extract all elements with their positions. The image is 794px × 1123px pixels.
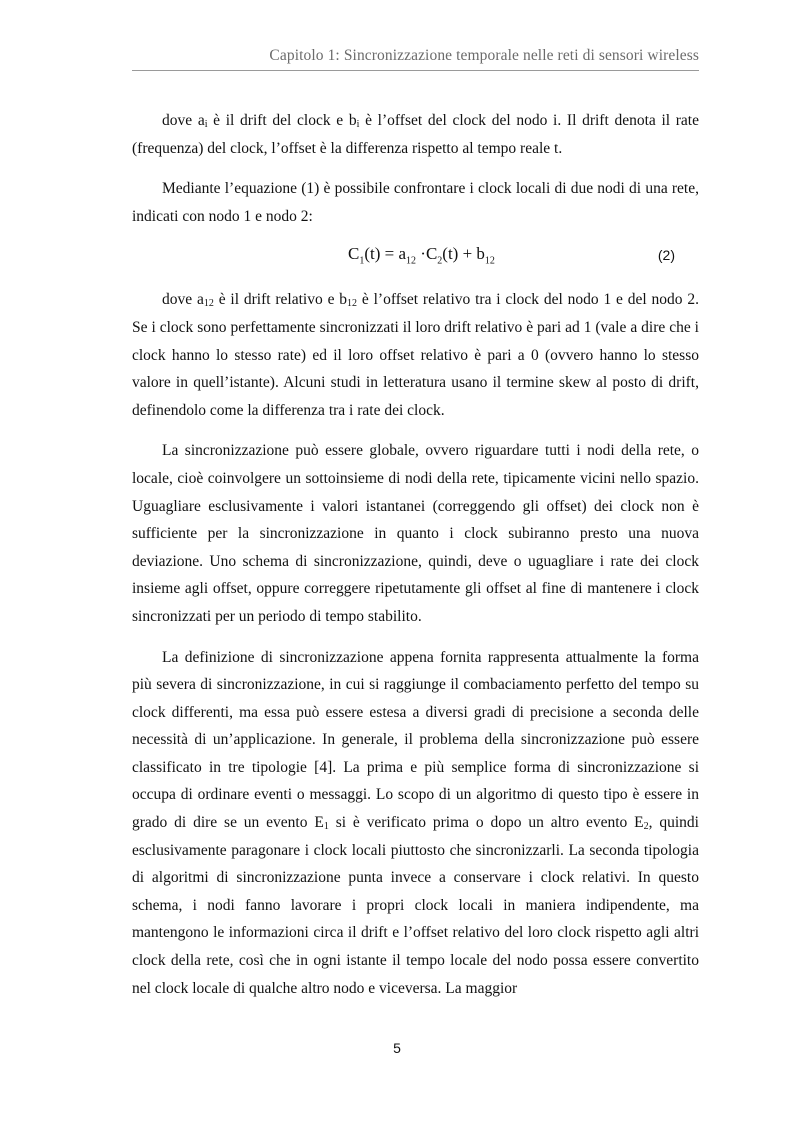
paragraph-drift-offset — [132, 107, 699, 162]
text-run: , quindi esclusivamente paragonare i clock locali piuttosto che sincronizzarli. La seconda tipologia di algoritmi di sincronizzazione punta invece a conservare i clock relativi. In questo schema, i nodi fanno lavorare i propri clock locali in maniera indipendente, ma mantengono le informazioni circa il drift e l’offset relativo del loro clock rispetto agli altri clock della rete, così che in ogni istante il tempo locale del nodo possa essere convertito nel clock locale di qualche altro nodo e viceversa. La maggior — [132, 814, 699, 997]
header-rule — [132, 70, 699, 71]
text-run: è il drift relativo e b — [213, 291, 348, 309]
paragraph-relative-drift — [132, 286, 699, 424]
equation-number: (2) — [657, 247, 675, 264]
equation-subscript: 2 — [437, 255, 443, 267]
paragraph-global-local: La sincronizzazione può essere globale, ovvero riguardare tutti i nodi della rete, o locale, cioè coinvolgere un sottoinsieme di nodi della rete, tipicamente vicini nello spazio. Uguagliare esclusivamente i valori istantanei (correggendo gli offset) dei clock non è sufficiente per la sincronizzazione in quanto i clock subiranno presto una nuova deviazione. Uno schema di sincronizzazione, quindi, deve o uguagliare i rate dei clock insieme agli offset, oppure correggere ripetutamente gli offset al fine di mantenere i clock sincronizzati per un periodo di tempo stabilito. — [132, 442, 699, 625]
page-body — [132, 107, 699, 1002]
paragraph-definition — [132, 644, 699, 1003]
subscript: 1 — [323, 821, 329, 833]
equation-subscript: 12 — [406, 255, 417, 267]
text-run: si è verificato prima o dopo un altro evento E — [328, 814, 644, 832]
equation-text: (t) = a — [364, 244, 407, 264]
equation-subscript: 12 — [484, 255, 495, 267]
equation-block — [132, 234, 699, 278]
text-run: è il drift del clock e b — [207, 112, 357, 129]
text-run: La definizione di sincronizzazione appena fornita rappresenta attualmente la forma più severa di sincronizzazione, in cui si raggiunge il combaciamento perfetto del tempo su clock differenti, ma essa può essere estesa a diversi gradi di precisione a seconda delle necessità di un’applicazione. In generale, il problema della sincronizzazione può essere classificato in tre tipologie [4]. La prima e più semplice forma di sincronizzazione si occupa di ordinare eventi o messaggi. Lo scopo di un algoritmo di questo tipo è essere in grado di dire se un evento E — [132, 648, 699, 832]
subscript: i — [204, 119, 208, 130]
equation-2 — [348, 240, 495, 275]
text-run: è l’offset relativo tra i clock del nodo 1 e del nodo 2. Se i clock sono perfettamente sincronizzati il loro drift relativo è pari ad 1 (vale a dire che i clock hanno lo stesso rate) ed il loro offset relativo è pari a 0 (ovvero hanno lo stesso valore in quell’istante). Alcuni studi in letteratura usano il termine skew al posto di drift, definendolo come la differenza tra i rate dei clock. — [132, 291, 700, 419]
paragraph-equation-intro: Mediante l’equazione (1) è possibile confrontare i clock locali di due nodi di una rete, indicati con nodo 1 e nodo 2: — [132, 180, 699, 225]
equation-text: ·C — [416, 244, 438, 264]
text-run: dove a — [162, 291, 204, 309]
running-header: Capitolo 1: Sincronizzazione temporale nelle reti di sensori wireless — [269, 47, 699, 64]
equation-symbol: C — [348, 244, 360, 264]
equation-text: (t) + b — [442, 244, 485, 264]
equation-subscript: 1 — [359, 255, 365, 267]
subscript: i — [356, 119, 360, 130]
subscript: 2 — [643, 821, 649, 833]
subscript: 12 — [347, 298, 358, 310]
page-number: 5 — [393, 1040, 401, 1056]
text-run: dove a — [162, 112, 205, 129]
subscript: 12 — [203, 298, 214, 310]
text-run: è l’offset del clock del nodo i. Il drift denota il rate (frequenza) del clock, l’offset è la differenza rispetto al tempo reale t. — [132, 112, 699, 157]
